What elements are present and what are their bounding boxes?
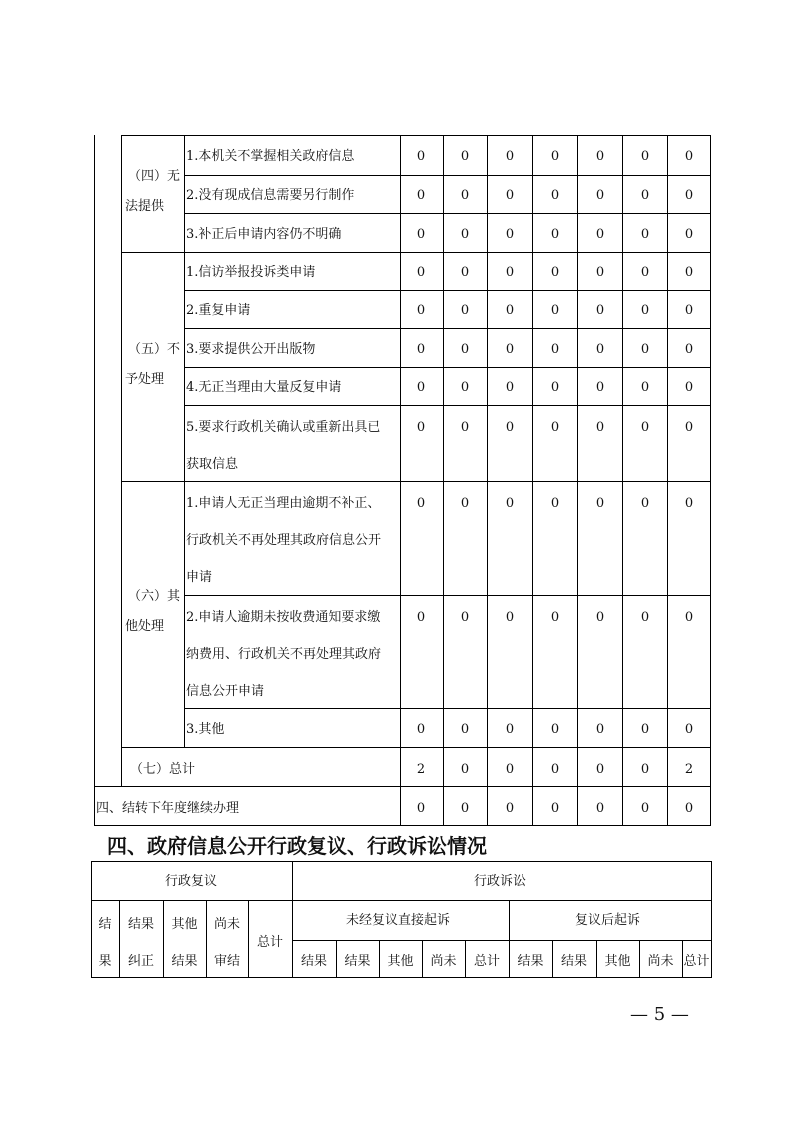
table-rule (184, 290, 711, 291)
cell-value: 0 (460, 226, 470, 242)
table-rule (465, 940, 466, 978)
cell-value: 0 (416, 265, 426, 280)
table-rule (184, 595, 711, 596)
cell-value: 0 (595, 380, 605, 395)
cell-value: 0 (460, 762, 470, 777)
cell-value: 0 (416, 380, 426, 395)
cell-value: 0 (505, 303, 515, 318)
table-rule (336, 940, 337, 978)
cell-value: 0 (684, 610, 694, 625)
cell-value: 0 (460, 496, 470, 511)
table-rule (91, 977, 712, 978)
cell-value: 0 (640, 265, 650, 280)
table-rule (292, 940, 712, 941)
row-group-label: 他处理 (125, 619, 165, 634)
row-label: 5.要求行政机关确认或重新出具已 (186, 420, 381, 435)
direct-litigation-header: 未经复议直接起诉 (346, 913, 451, 928)
cell-value: 0 (550, 721, 560, 737)
cell-value: 0 (640, 610, 650, 625)
page-number: — 5 — (630, 1004, 689, 1025)
cell-value: 0 (684, 721, 694, 737)
table-rule (552, 940, 553, 978)
row-label: 信息公开申请 (186, 684, 265, 699)
litigation-col-label: 其他 (604, 954, 631, 969)
cell-value: 0 (505, 721, 515, 737)
cell-value: 0 (640, 801, 650, 816)
cell-value: 0 (684, 149, 694, 164)
litigation-col-label: 尚未 (647, 954, 674, 969)
cell-value: 0 (416, 801, 426, 816)
cell-value: 0 (595, 226, 605, 242)
table-rule (422, 940, 423, 978)
cell-value: 0 (505, 496, 515, 511)
cell-value: 0 (550, 380, 560, 395)
table-rule (622, 135, 623, 826)
row-label: 3.要求提供公开出版物 (186, 341, 316, 357)
review-col-label: 尚未 (214, 917, 241, 932)
cell-value: 0 (684, 188, 694, 203)
cell-value: 0 (416, 721, 426, 737)
cell-value: 0 (684, 303, 694, 318)
cell-value: 0 (595, 341, 605, 357)
row-label: 1.信访举报投诉类申请 (186, 265, 316, 280)
cell-value: 0 (550, 610, 560, 625)
table-rule (711, 861, 712, 978)
table-rule (91, 861, 712, 862)
cell-value: 0 (640, 341, 650, 357)
cell-value: 0 (595, 303, 605, 318)
cell-value: 0 (460, 721, 470, 737)
table-rule (487, 135, 488, 826)
cell-value: 0 (595, 265, 605, 280)
litigation-col-label: 结果 (517, 954, 544, 969)
table-rule (94, 135, 95, 826)
review-col-label: 结果 (128, 917, 155, 932)
table-rule (91, 861, 92, 978)
table-rule (248, 900, 249, 978)
review-col-label: 纠正 (128, 954, 155, 969)
cell-value: 0 (640, 762, 650, 777)
row-group-label: 予处理 (125, 371, 165, 387)
row-label: 2.没有现成信息需要另行制作 (186, 188, 355, 203)
cell-value: 0 (460, 801, 470, 816)
litigation-header: 行政诉讼 (474, 874, 527, 889)
row-label: 3.其他 (186, 721, 225, 737)
row-label: 1.申请人无正当理由逾期不补正、 (186, 496, 381, 511)
cell-value: 0 (416, 303, 426, 318)
cell-value: 0 (460, 303, 470, 318)
table-rule (596, 940, 597, 978)
table-rule (509, 900, 510, 978)
cell-value: 0 (595, 801, 605, 816)
row-label: 行政机关不再处理其政府信息公开 (186, 533, 382, 548)
cell-value: 0 (640, 226, 650, 242)
cell-value: 0 (416, 188, 426, 203)
cell-value: 0 (684, 496, 694, 511)
litigation-col-label: 总计 (474, 954, 501, 969)
cell-value: 0 (550, 265, 560, 280)
cell-value: 0 (505, 341, 515, 357)
table-rule (292, 861, 293, 978)
cell-value: 0 (550, 303, 560, 318)
cell-value: 0 (416, 610, 426, 625)
cell-value: 0 (505, 226, 515, 242)
row-group-label: （四）无 (128, 168, 181, 184)
cell-value: 0 (640, 721, 650, 737)
cell-value: 0 (460, 188, 470, 203)
row-label: 获取信息 (186, 457, 239, 472)
cell-value: 0 (416, 341, 426, 357)
cell-value: 0 (460, 341, 470, 357)
cell-value: 0 (505, 188, 515, 203)
table-rule (184, 405, 711, 406)
cell-value: 0 (550, 801, 560, 816)
table-rule (184, 367, 711, 368)
row-label: 2.申请人逾期未按收费通知要求缴 (186, 610, 381, 625)
review-col-label: 结果 (171, 954, 198, 969)
cell-value: 0 (416, 420, 426, 435)
table-rule (163, 900, 164, 978)
cell-value: 0 (505, 380, 515, 395)
cell-value: 0 (684, 380, 694, 395)
cell-value: 0 (684, 420, 694, 435)
cell-value: 0 (595, 721, 605, 737)
litigation-col-label: 总计 (683, 954, 710, 969)
cell-value: 0 (595, 496, 605, 511)
cell-value: 0 (550, 341, 560, 357)
cell-value: 0 (460, 149, 470, 164)
cell-value: 0 (595, 149, 605, 164)
cell-value: 0 (595, 762, 605, 777)
row-group-label: （六）其 (128, 589, 181, 604)
table-rule (184, 708, 711, 709)
cell-value: 0 (460, 420, 470, 435)
table-rule (206, 900, 207, 978)
cell-value: 0 (684, 265, 694, 280)
cell-value: 0 (505, 801, 515, 816)
review-col-label: 其他 (171, 917, 198, 932)
litigation-col-label: 其他 (387, 954, 414, 969)
table-rule (184, 213, 711, 214)
row-label: 申请 (186, 570, 213, 585)
row-group-label: 法提供 (125, 198, 165, 214)
cell-value: 0 (550, 420, 560, 435)
litigation-col-label: 尚未 (430, 954, 457, 969)
cell-value: 0 (595, 420, 605, 435)
cell-value: 0 (460, 380, 470, 395)
table-rule (184, 328, 711, 329)
cell-value: 0 (505, 610, 515, 625)
table-rule (532, 135, 533, 826)
cell-value: 0 (505, 420, 515, 435)
cell-value: 0 (550, 762, 560, 777)
cell-value: 0 (460, 610, 470, 625)
review-col-label: 总计 (257, 935, 284, 950)
litigation-col-label: 结果 (301, 954, 328, 969)
table-rule (443, 135, 444, 826)
table-rule (577, 135, 578, 826)
row-label: 3.补正后申请内容仍不明确 (186, 226, 342, 242)
cell-value: 0 (550, 188, 560, 203)
table-rule (639, 940, 640, 978)
cell-value: 0 (640, 380, 650, 395)
table-rule (184, 175, 711, 176)
row-label: 4.无正当理由大量反复申请 (186, 380, 342, 395)
litigation-col-label: 结果 (561, 954, 588, 969)
cell-value: 0 (550, 226, 560, 242)
cell-value: 0 (640, 188, 650, 203)
litigation-col-label: 结果 (344, 954, 371, 969)
table-rule (667, 135, 668, 826)
row-label: 2.重复申请 (186, 303, 251, 318)
table-rule (119, 900, 120, 978)
review-col-label: 果 (98, 954, 112, 969)
cell-value: 0 (595, 188, 605, 203)
table-rule (379, 940, 380, 978)
cell-value: 0 (416, 226, 426, 242)
cell-value: 0 (505, 149, 515, 164)
total-label: （七）总计 (130, 762, 196, 777)
review-col-label: 审结 (214, 954, 241, 969)
carry-label: 四、结转下年度继续办理 (96, 801, 240, 816)
table-rule (184, 135, 185, 748)
review-col-label: 结 (98, 917, 112, 932)
cell-value: 0 (550, 149, 560, 164)
review-header: 行政复议 (165, 874, 218, 889)
row-label: 纳费用、行政机关不再处理其政府 (186, 647, 382, 662)
after-review-header: 复议后起诉 (575, 913, 641, 928)
cell-value: 0 (640, 496, 650, 511)
cell-value: 0 (684, 341, 694, 357)
table-rule (94, 825, 711, 826)
cell-value: 0 (505, 265, 515, 280)
table-rule (94, 786, 711, 787)
cell-value: 0 (640, 420, 650, 435)
cell-value: 0 (595, 610, 605, 625)
table-rule (710, 135, 711, 826)
table-rule (91, 900, 293, 901)
cell-value: 0 (640, 149, 650, 164)
row-label: 1.本机关不掌握相关政府信息 (186, 149, 355, 164)
cell-value: 2 (416, 762, 426, 777)
cell-value: 0 (684, 801, 694, 816)
cell-value: 0 (460, 265, 470, 280)
cell-value: 0 (505, 762, 515, 777)
cell-value: 0 (416, 149, 426, 164)
cell-value: 0 (550, 496, 560, 511)
cell-value: 0 (416, 496, 426, 511)
table-rule (400, 135, 401, 826)
section-heading: 四、政府信息公开行政复议、行政诉讼情况 (107, 834, 487, 858)
cell-value: 2 (684, 762, 694, 777)
cell-value: 0 (684, 226, 694, 242)
table-rule (121, 135, 122, 787)
row-group-label: （五）不 (128, 341, 181, 357)
cell-value: 0 (640, 303, 650, 318)
